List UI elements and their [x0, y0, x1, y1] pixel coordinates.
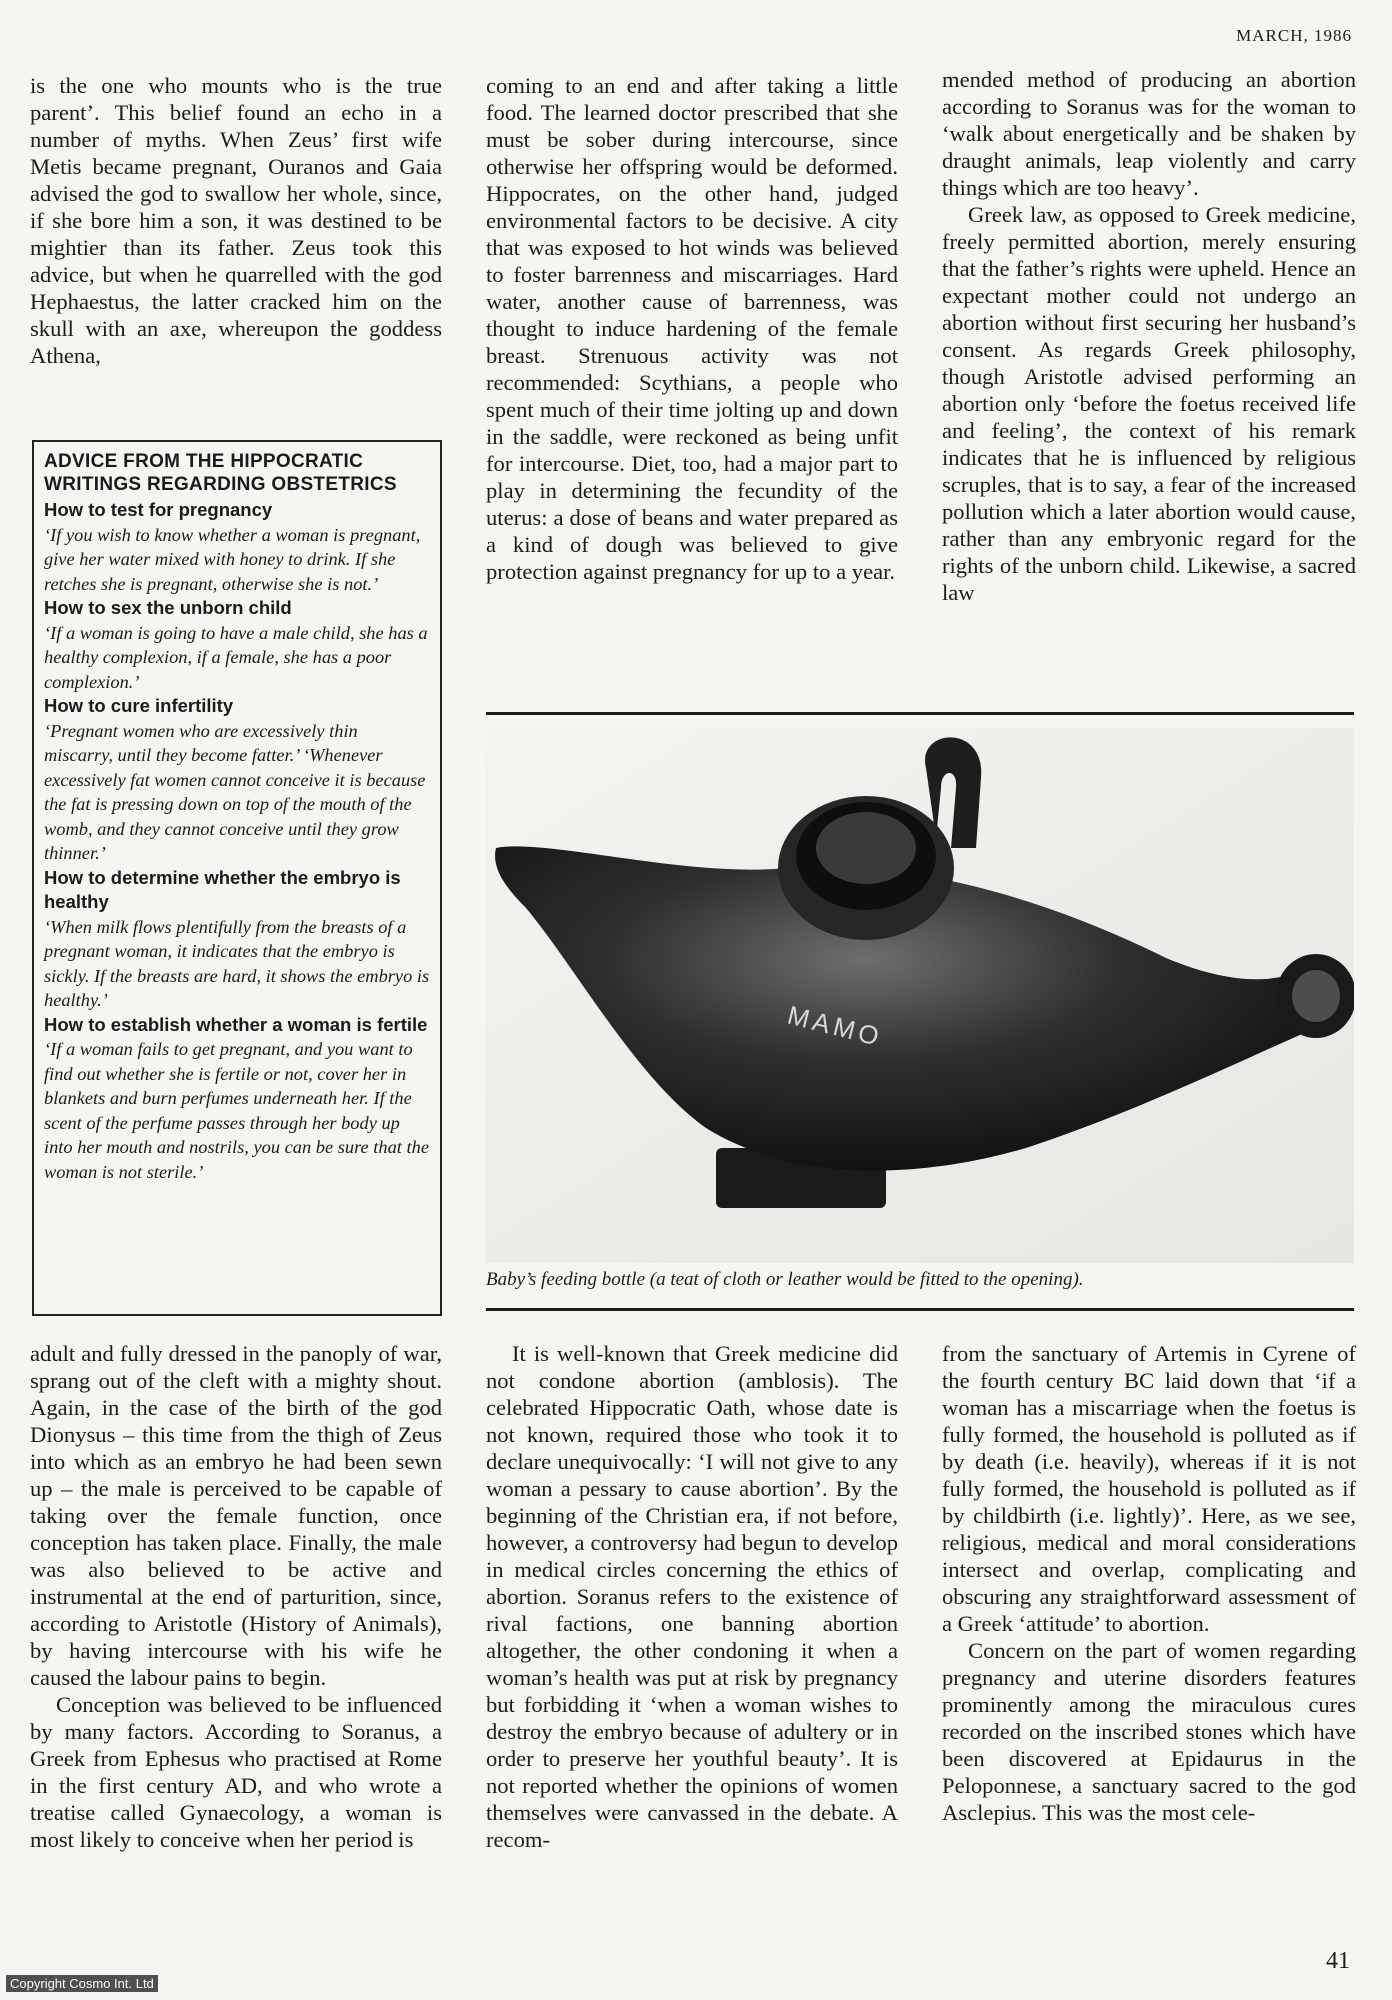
- box-title: ADVICE FROM THE HIPPOCRATIC WRITINGS REGARDING OBSTETRICS: [44, 451, 397, 495]
- feeding-bottle-photo: [486, 728, 1354, 1263]
- column-3-top: [942, 66, 1356, 606]
- paragraph: Concern on the part of women regarding pregnancy and uterine disorders features prominently among the miraculous cures recorded on the inscribed stones which have been discovered at Epidaurus in the Peloponnese, a sanctuary sacred to the god Asclepius. This was the most cele-: [942, 1638, 1356, 1825]
- column-1-bottom: [30, 1340, 442, 1853]
- column-3-bottom: [942, 1340, 1356, 1826]
- bottle-inscription: MAMO: [784, 999, 886, 1053]
- box-section: [44, 498, 430, 596]
- column-2-top: [486, 72, 898, 585]
- column-2-bottom: [486, 1340, 898, 1853]
- figure-caption: Baby’s feeding bottle (a teat of cloth or leather would be fitted to the opening).: [486, 1269, 1084, 1290]
- paragraph: adult and fully dressed in the panoply of war, sprang out of the cleft with a mighty shout. Again, in the case of the birth of the god Dionysus – this time from the thigh of Zeus into which as an embryo he had been sewn up – the male is perceived to be capable of taking over the female function, once conception has taken place. Finally, the male was also believed to be active and instrumental at the end of parturition, since, according to Aristotle (History of Animals), by having intercourse with his wife he caused the labour pains to begin.: [30, 1341, 442, 1690]
- box-section: [44, 596, 430, 694]
- paragraph: coming to an end and after taking a little food. The learned doctor prescribed that she must be sober during intercourse, since otherwise her offspring would be deformed. Hippocrates, on the other hand, judged environmental factors to be decisive. A city that was exposed to hot winds was believed to foster barrenness and miscarriages. Hard water, another cause of barrenness, was thought to induce hardening of the female breast. Strenuous activity was not recommended: Scythians, a people who spent much of their time jolting up and down in the saddle, were reckoned as being unfit for intercourse. Diet, too, had a major part to play in determining the fecundity of the uterus: a dose of beans and water prepared as a kind of dough was believed to give protection against pregnancy for up to a year.: [486, 73, 898, 584]
- box-heading: How to establish whether a woman is fertile: [44, 1013, 428, 1035]
- box-section: [44, 1013, 430, 1185]
- box-heading: How to determine whether the embryo is healthy: [44, 866, 401, 912]
- column-1-top: [30, 72, 442, 369]
- hippocratic-advice-box: [32, 440, 442, 1316]
- paragraph: mended method of producing an abortion according to Soranus was for the woman to ‘walk about energetically and be shaken by draught animals, leap violently and carry things which are too heavy’.: [942, 67, 1356, 200]
- box-text: ‘If you wish to know whether a woman is pregnant, give her water mixed with honey to drink. If she retches she is pregnant, otherwise she is not.’: [44, 524, 421, 594]
- box-heading: How to cure infertility: [44, 695, 234, 716]
- paragraph: is the one who mounts who is the true parent’. This belief found an echo in a number of myths. When Zeus’ first wife Metis became pregnant, Ouranos and Gaia advised the god to swallow her whole, since, if she bore him a son, it was destined to be mightier than its father. Zeus took this advice, but when he quarrelled with the god Hephaestus, the latter cracked him on the skull with an axe, whereupon the goddess Athena,: [30, 73, 442, 368]
- box-heading: How to test for pregnancy: [44, 499, 273, 520]
- box-text: ‘If a woman is going to have a male child, she has a healthy complexion, if a female, she has a poor complexion.’: [44, 622, 428, 692]
- copyright-watermark: Copyright Cosmo Int. Ltd: [6, 1975, 158, 1992]
- paragraph: It is well-known that Greek medicine did not condone abortion (amblosis). The celebrated Hippocratic Oath, whose date is not known, required those who took it to declare unequivocally: ‘I will not give to any woman a pessary to cause abortion’. By the beginning of the Christian era, if not before, however, a controversy had begun to develop in medical circles concerning the ethics of abortion. Soranus refers to the existence of rival factions, one banning abortion altogether, the other condoning it when a woman’s health was put at risk by pregnancy but forbidding it ‘when a woman wishes to destroy the embryo because of adultery or in order to preserve her youthful beauty’. It is not reported whether the opinions of women themselves were canvassed in the debate. A recom-: [486, 1341, 898, 1852]
- box-text: ‘When milk flows plentifully from the breasts of a pregnant woman, it indicates that the embryo is sickly. If the breasts are hard, it shows the embryo is healthy.’: [44, 916, 430, 1010]
- figure-bottom-rule: [486, 1308, 1354, 1311]
- page-number: 41: [1326, 1948, 1350, 1974]
- paragraph: from the sanctuary of Artemis in Cyrene of the fourth century BC laid down that ‘if a woman has a miscarriage when the foetus is fully formed, the household is polluted as if by death (i.e. heavily), whereas if it is not fully formed, the household is polluted as if by childbirth (i.e. lightly)’. Here, as we see, religious, medical and moral considerations intersect and overlap, complicating and obscuring any straightforward assessment of a Greek ‘attitude’ to abortion.: [942, 1341, 1356, 1636]
- spout-opening: [1292, 970, 1340, 1022]
- box-section: [44, 694, 430, 866]
- box-text: ‘If a woman fails to get pregnant, and you want to find out whether she is fertile or not, cover her in blankets and burn perfumes underneath her. If the scent of the perfume passes through her body up into her mouth and nostrils, you can be sure that the woman is not sterile.’: [44, 1039, 429, 1182]
- paragraph: Conception was believed to be influenced by many factors. According to Soranus, a Greek from Ephesus who practised at Rome in the first century AD, and who wrote a treatise called Gynaecology, a woman is most likely to conceive when her period is: [30, 1692, 442, 1852]
- figure-top-rule: [486, 712, 1354, 715]
- box-heading: How to sex the unborn child: [44, 597, 292, 618]
- bottle-mouth-inner: [816, 812, 916, 884]
- box-section: [44, 866, 430, 1013]
- paragraph: Greek law, as opposed to Greek medicine, freely permitted abortion, merely ensuring that the father’s rights were upheld. Hence an expectant mother could not undergo an abortion without first securing her husband’s consent. As regards Greek philosophy, though Aristotle advised performing an abortion only ‘before the foetus received life and feeling’, the context of his remark indicates that he is influenced by religious scruples, that is to say, a fear of the increased pollution which a later abortion would cause, rather than any embryonic regard for the rights of the unborn child. Likewise, a sacred law: [942, 202, 1356, 605]
- box-text: ‘Pregnant women who are excessively thin miscarry, until they become fatter.’ ‘Whenever excessively fat women cannot conceive it is because the fat is pressing down on top of the mouth of the womb, and they cannot conceive until they grow thinner.’: [44, 720, 426, 863]
- running-head: MARCH, 1986: [1236, 26, 1352, 45]
